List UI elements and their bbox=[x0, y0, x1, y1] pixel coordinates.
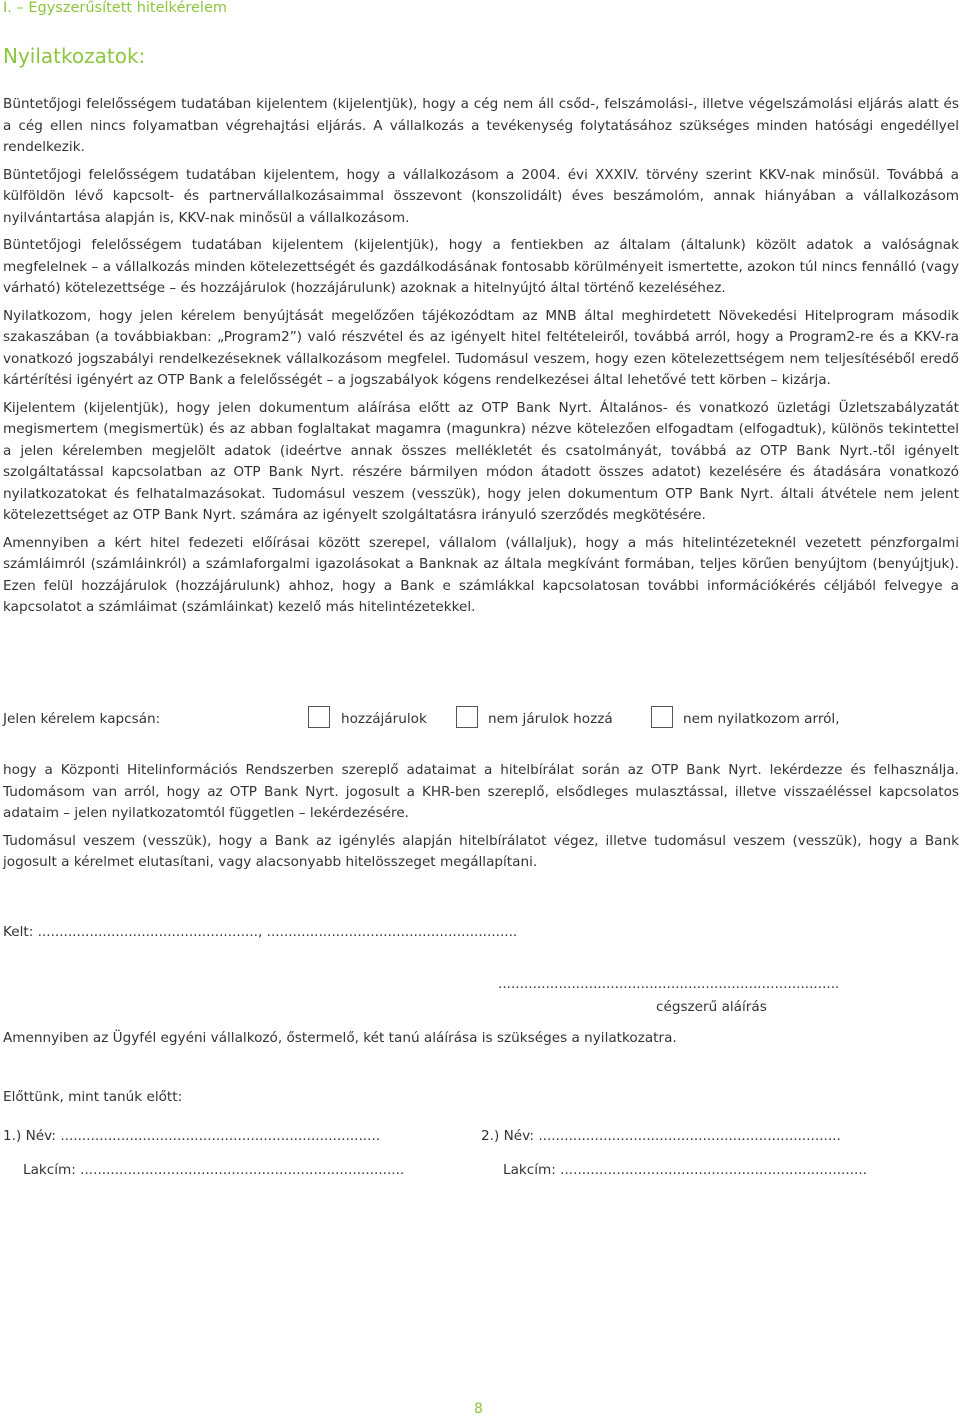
paragraph-5: Kijelentem (kijelentjük), hogy jelen dokumentum aláírása előtt az OTP Bank Nyrt. Általános- és vonatkozó üzletági Üzletszabályzatát megismertem (megismertük) és az abban foglaltakat magamra (magunkra) nézve kötelezően elfogadtam (elfogadtuk), különös tekintettel a jelen kérelemben megjelölt adatok (ideértve annak összes mellékletét és csatolmányát, továbbá az OTP Bank Nyrt.-től igényelt szolgáltatással kapcsolatban az OTP Bank Nyrt. részére bármilyen módon átadott összes adatot) kezelésére és átadására vonatkozó nyilatkozatokat és felhatalmazásokat. Tudomásul veszem (vesszük), hogy jelen dokumentum OTP Bank Nyrt. általi átvétele nem jelent kötelezettséget az OTP Bank Nyrt. számára az igényelt szolgáltatásra irányuló szerződés megkötésére. bbox=[3, 399, 959, 523]
witness-1-address-line[interactable]: Lakcím: ........................................................................... bbox=[23, 1162, 405, 1178]
paragraph-khr: hogy a Központi Hitelinformációs Rendszerben szereplő adataimat a hitelbírálat során az OTP Bank Nyrt. lekérdezze és felhasználja. Tudomásom van arról, hogy az OTP Bank Nyrt. jogosult a KHR-ben szereplő, elsődleges mulasztással, illetve visszaéléssel kapcsolatos adataim – jelen nyilatkozatomtól független – lekérdezésére. bbox=[3, 762, 959, 821]
khr-body bbox=[3, 760, 959, 880]
page-number: 8 bbox=[474, 1401, 483, 1417]
witness-note: Amennyiben az Ügyfél egyéni vállalkozó, őstermelő, két tanú aláírása is szükséges a nyilatkozatra. bbox=[3, 1030, 677, 1046]
date-place-line[interactable]: Kelt: ..................................................., .......................................................... bbox=[3, 924, 518, 940]
document-header: I. – Egyszerűsített hitelkérelem bbox=[3, 0, 227, 16]
witness-2-address-line[interactable]: Lakcím: ....................................................................... bbox=[503, 1162, 867, 1178]
no-statement-option-label: nem nyilatkozom arról, bbox=[683, 711, 840, 727]
witness-2-name-line[interactable]: 2.) Név: ...................................................................... bbox=[481, 1128, 841, 1144]
decline-checkbox[interactable] bbox=[456, 706, 478, 728]
paragraph-acknowledgement: Tudomásul veszem (vesszük), hogy a Bank az igénylés alapján hitelbírálatot végez, illetve tudomásul veszem (vesszük), hogy a Bank jogosult a kérelmet elutasítani, vagy alacsonyabb hitelösszeget megállapítani. bbox=[3, 832, 959, 870]
paragraph-3: Büntetőjogi felelősségem tudatában kijelentem (kijelentjük), hogy a fentiekben az általam (általunk) közölt adatok a valóságnak megfelelnek – a vállalkozás minden kötelezettségét és gazdálkodásának fontosabb körülményeit ismertette, azokon túl nincs fennálló (vagy várható) kötelezettsége – és hozzájárulok (hozzájárulunk) azoknak a hitelnyújtó által történő kezeléséhez. bbox=[3, 237, 959, 296]
khr-consent-row bbox=[3, 704, 958, 734]
section-title: Nyilatkozatok: bbox=[3, 44, 146, 68]
declarations-body bbox=[3, 94, 959, 625]
decline-option-label: nem járulok hozzá bbox=[488, 711, 613, 727]
signature-label: cégszerű aláírás bbox=[656, 999, 767, 1015]
witness-heading: Előttünk, mint tanúk előtt: bbox=[3, 1089, 183, 1105]
no-statement-checkbox[interactable] bbox=[651, 706, 673, 728]
signature-line[interactable]: ............................................................................... bbox=[498, 976, 840, 992]
consent-option-label: hozzájárulok bbox=[341, 711, 427, 727]
consent-checkbox[interactable] bbox=[308, 706, 330, 728]
paragraph-4: Nyilatkozom, hogy jelen kérelem benyújtását megelőzően tájékozódtam az MNB által meghirdetett Növekedési Hitelprogram második szakaszában (a továbbiakban: „Program2”) való részvétel és az igényelt hitel feltételeiről, továbbá arról, hogy a Program2-re és a KKV-ra vonatkozó jogszabályi rendelkezéseknek vállalkozásom megfelel. Tudomásul veszem, hogy ezen kötelezettségem nem teljesítéséből eredő kártérítési igényért az OTP Bank a felelősségét – a jogszabályok kógens rendelkezései által lehetővé tett körben – kizárja. bbox=[3, 307, 959, 388]
paragraph-6: Amennyiben a kért hitel fedezeti előírásai között szerepel, vállalom (vállaljuk), hogy a más hitelintézeteknél vezetett pénzforgalmi számláimról (számláinkról) a számlaforgalmi igazolásokat a Banknak az általa megkívánt formában, teljes körűen benyújtom (benyújtjuk). Ezen felül hozzájárulok (hozzájárulunk) ahhoz, hogy a Bank e számlákkal kapcsolatosan további információkérés céljából felvegye a kapcsolatot a számláimat (számláinkat) kezelő más hitelintézetekkel. bbox=[3, 534, 959, 615]
witness-1-name-line[interactable]: 1.) Név: .......................................................................... bbox=[3, 1128, 381, 1144]
paragraph-2: Büntetőjogi felelősségem tudatában kijelentem, hogy a vállalkozásom a 2004. évi XXXIV. törvény szerint KKV-nak minősül. Továbbá a külföldön lévő kapcsolt- és partnervállalkozásaimmal összevont (konszolidált) éves beszámolóm, annak hiányában a vállalkozásom nyilvántartása alapján is, KKV-nak minősül a vállalkozásom. bbox=[3, 166, 959, 226]
consent-label: Jelen kérelem kapcsán: bbox=[3, 711, 161, 727]
paragraph-1: Büntetőjogi felelősségem tudatában kijelentem (kijelentjük), hogy a cég nem áll csőd-, felszámolási-, illetve végelszámolási eljárás alatt és a cég ellen nincs folyamatban végrehajtási eljárás. A vállalkozás a tevékenység folytatásához szükséges minden hatósági engedéllyel rendelkezik. bbox=[3, 96, 959, 155]
